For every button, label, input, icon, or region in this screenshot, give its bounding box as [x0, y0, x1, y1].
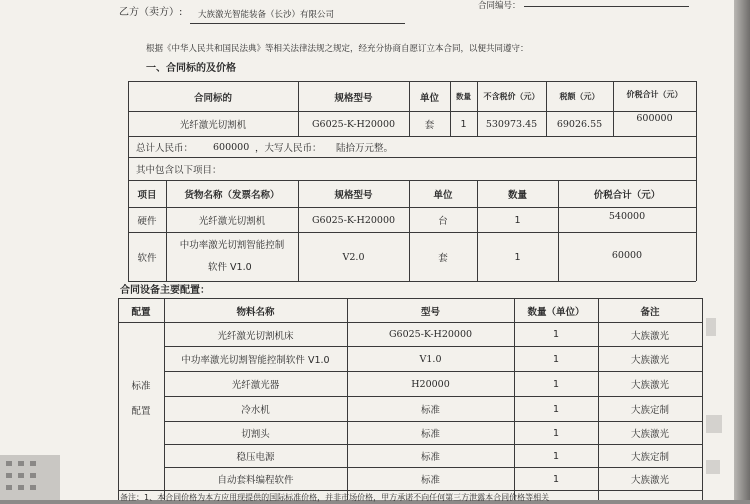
t3-r7-model: 标准: [420, 475, 440, 486]
t1-r-total: 600000: [636, 112, 673, 124]
t3-r1-qty: 1: [552, 329, 560, 340]
t3-group-label-1: 标准: [131, 381, 151, 392]
t2-r2-project: 软件: [137, 253, 157, 264]
t3-r4-model: 标准: [420, 405, 440, 416]
t3-r7-material: 自动套料编程软件: [217, 475, 294, 486]
t2-h-project: 项目: [137, 190, 157, 201]
t3-r2-model: V1.0: [419, 353, 442, 365]
section1-title: 一、合同标的及价格: [146, 63, 236, 74]
blur-patch: [706, 460, 720, 474]
t3-r5-material: 切割头: [241, 429, 270, 440]
t1-h-qty: 数量: [456, 92, 471, 101]
t2-r1-total: 540000: [608, 210, 646, 222]
preamble: 根据《中华人民共和国民法典》等相关法律法规之规定，经充分协商自愿订立本合同，以便共同遵守：: [146, 44, 529, 54]
t2-r2-total: 60000: [611, 249, 643, 261]
t3-border-right: [702, 298, 703, 500]
t1-h-tax: 税额（元）: [559, 92, 600, 101]
t3-r7-qty: 1: [552, 473, 560, 485]
t3-h-qty: 数量（单位）: [527, 306, 585, 318]
t3-r6-model: 标准: [420, 452, 440, 463]
t3-r4-note: 大族定制: [630, 405, 669, 416]
party-b-name: 大族激光智能装备（长沙）有限公司: [198, 10, 335, 20]
t1-r-pretax: 530973.45: [485, 118, 538, 130]
t3-h-model: 型号: [420, 306, 440, 318]
blur-patch: [706, 415, 722, 433]
t2-h-unit: 单位: [433, 190, 453, 201]
t3-r5-qty: 1: [552, 427, 560, 439]
t3-r1-material: 光纤激光切割机床: [217, 330, 294, 342]
t3-r5-model: 标准: [420, 429, 440, 440]
t1-r-qty: 1: [460, 118, 467, 130]
t3-group-label-2: 配置: [131, 406, 151, 417]
t2-r1-unit: 台: [438, 216, 448, 227]
page-edge-shadow: [734, 0, 750, 500]
total-upper-label: ，大写人民币：: [255, 143, 322, 154]
t1-h-unit: 单位: [419, 92, 439, 104]
includes-label: 其中包含以下项目：: [136, 165, 222, 176]
contract-no-label: 合同编号：: [478, 1, 521, 11]
blur-patch: [706, 318, 716, 336]
contract-no-underline: [524, 6, 689, 7]
total-upper-value: 陆拾万元整。: [336, 143, 394, 154]
t1-h-item: 合同标的: [193, 92, 232, 104]
t3-hline-7: [118, 490, 702, 491]
t2-r2-unit: 套: [438, 253, 448, 264]
party-b-underline: [190, 23, 405, 24]
t3-r1-note: 大族激光: [630, 330, 669, 342]
t2-r2-goods-line2: 软件 V1.0: [208, 262, 252, 273]
t1-border-bottom: [128, 281, 696, 282]
t3-r1-model: G6025-K-H20000: [388, 329, 473, 340]
t2-r2-model: V2.0: [342, 251, 365, 263]
t2-h-total: 价税合计（元）: [593, 190, 661, 201]
t3-r6-note: 大族定制: [630, 452, 669, 463]
t3-r6-qty: 1: [552, 450, 560, 462]
footer-note: 备注：1、本合同价格为本方应用现提供的国际标准价格，并非市场价格，甲方承诺不向任何第三方泄露本合同价格等相关: [120, 493, 550, 502]
t3-r6-material: 稳压电源: [236, 452, 275, 463]
total-label: 总计人民币：: [136, 143, 194, 154]
t1-r-unit: 套: [424, 120, 435, 131]
t1-r-tax: 69026.55: [556, 118, 603, 130]
t3-h-config: 配置: [131, 306, 151, 318]
t3-r7-note: 大族激光: [630, 475, 669, 486]
t2-r1-qty: 1: [514, 214, 521, 226]
t3-r2-note: 大族激光: [630, 355, 669, 366]
t3-r4-qty: 1: [552, 403, 560, 415]
t1-h-model: 规格型号: [334, 92, 373, 104]
t3-r3-model: H20000: [411, 378, 450, 390]
t2-r1-project: 硬件: [137, 216, 157, 227]
t3-r2-qty: 1: [552, 353, 560, 365]
t2-r1-model: G6025-K-H20000: [311, 214, 396, 226]
t1-border-right: [696, 81, 697, 281]
t3-r4-material: 冷水机: [241, 405, 270, 416]
t3-border-left: [118, 298, 119, 500]
total-value: 600000: [213, 141, 250, 153]
t3-h-material: 物料名称: [236, 306, 275, 318]
t1-r-model: G6025-K-H20000: [311, 118, 396, 130]
t1-h-pretax: 不含税价（元）: [483, 92, 540, 101]
t2-r1-goods: 光纤激光切割机: [198, 216, 266, 227]
t2-r2-goods: 中功率激光切割智能控制: [179, 240, 285, 251]
party-b-label: 乙方（卖方）:: [119, 7, 183, 18]
t2-h-qty: 数量: [507, 190, 527, 201]
t3-r2-material: 中功率激光切割智能控制软件 V1.0: [181, 355, 330, 366]
t2-r2-qty: 1: [514, 251, 521, 263]
t2-h-goods: 货物名称（发票名称）: [184, 190, 280, 201]
t3-r3-qty: 1: [552, 378, 560, 390]
t3-r5-note: 大族激光: [630, 429, 669, 440]
t3-r3-note: 大族激光: [630, 380, 669, 391]
config-title: 合同设备主要配置：: [120, 285, 210, 296]
t2-h-model: 规格型号: [334, 190, 373, 201]
background-building: [0, 455, 60, 500]
t3-r3-material: 光纤激光器: [231, 380, 280, 391]
t3-h-note: 备注: [640, 306, 660, 318]
t1-r-item: 光纤激光切割机: [179, 120, 247, 131]
t1-h-total: 价税合计（元）: [626, 89, 683, 99]
